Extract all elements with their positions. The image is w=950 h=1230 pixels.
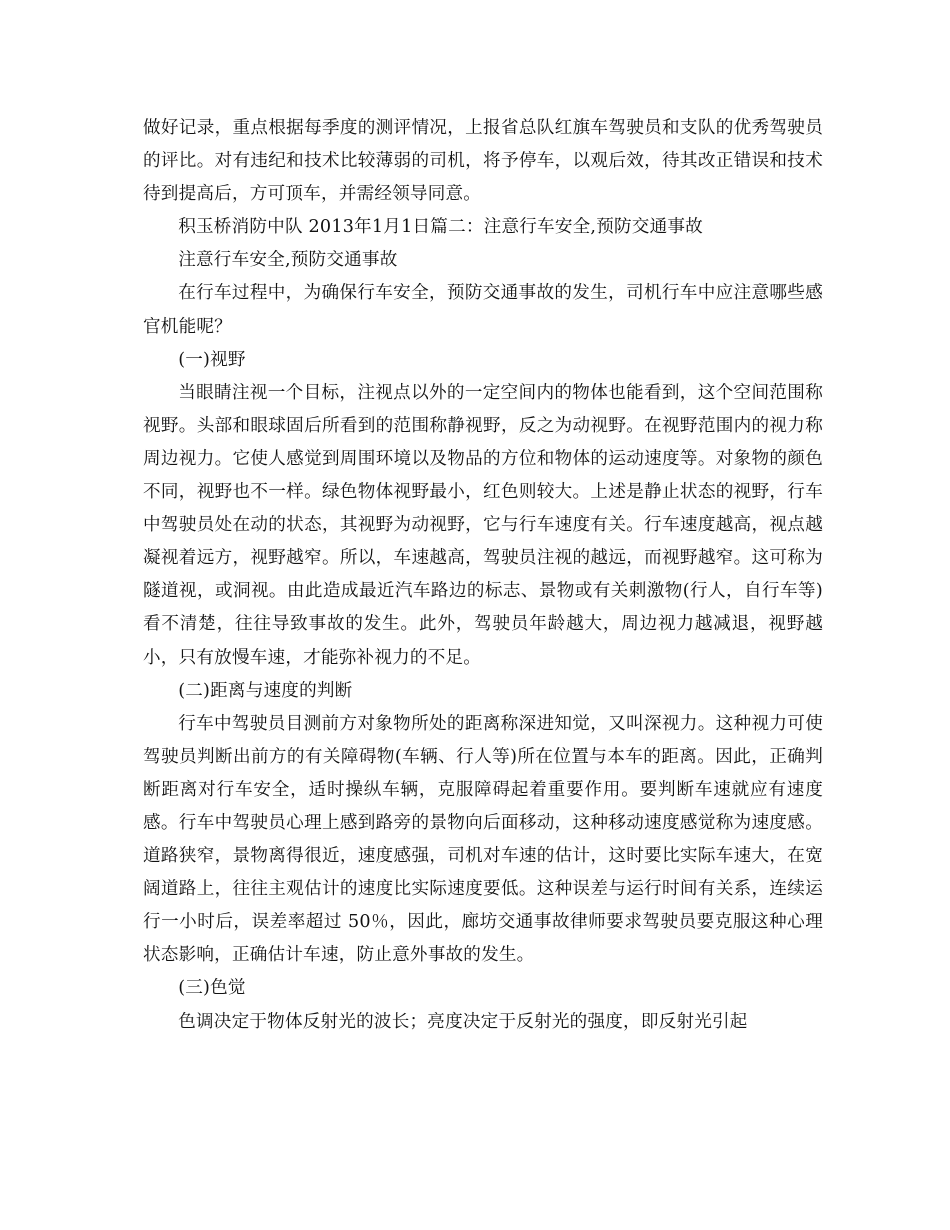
paragraph-intro: 在行车过程中，为确保行车安全，预防交通事故的发生，司机行车中应注意哪些感官机能呢？ xyxy=(143,283,823,337)
heading-distance-speed: (二)距离与速度的判断 xyxy=(178,680,353,701)
paragraph-signature-date: 积玉桥消防中队 2013年1月1日篇二：注意行车安全,预防交通事故 xyxy=(178,217,703,238)
paragraph-color-perception: 色调决定于物体反射光的波长；亮度决定于反射光的强度，即反射光引起 xyxy=(178,1011,748,1032)
document-body xyxy=(143,112,823,1039)
heading-field-of-view: (一)视野 xyxy=(178,349,246,370)
heading-color-perception: (三)色觉 xyxy=(178,978,246,999)
paragraph-record-keeping: 做好记录，重点根据每季度的测评情况，上报省总队红旗车驾驶员和支队的优秀驾驶员的评比。对有违纪和技术比较薄弱的司机，将予停车，以观后效，待其改正错误和技术待到提高后，方可顶车，并需经领导同意。 xyxy=(143,118,823,205)
paragraph-distance-speed: 行车中驾驶员目测前方对象物所处的距离称深进知觉，又叫深视力。这种视力可使驾驶员判断出前方的有关障碍物(车辆、行人等)所在位置与本车的距离。因此，正确判断距离对行车安全，适时操纵车辆，克服障碍起着重要作用。要判断车速就应有速度感。行车中驾驶员心理上感到路旁的景物向后面移动，这种移动速度感觉称为速度感。道路狭窄，景物离得很近，速度感强，司机对车速的估计，这时要比实际车速大，在宽阔道路上，往往主观估计的速度比实际速度要低。这种误差与运行时间有关系，连续运行一小时后，误差率超过 50％，因此，廊坊交通事故律师要求驾驶员要克服这种心理状态影响，正确估计车速，防止意外事故的发生。 xyxy=(143,713,823,966)
section-title: 注意行车安全,预防交通事故 xyxy=(178,250,398,271)
paragraph-field-of-view: 当眼睛注视一个目标，注视点以外的一定空间内的物体也能看到，这个空间范围称视野。头部和眼球固后所看到的范围称静视野，反之为动视野。在视野范围内的视力称周边视力。它使人感觉到周围环境以及物品的方位和物体的运动速度等。对象物的颜色不同，视野也不一样。绿色物体视野最小，红色则较大。上述是静止状态的视野，行车中驾驶员处在动的状态，其视野为动视野，它与行车速度有关。行车速度越高，视点越凝视着远方，视野越窄。所以，车速越高，驾驶员注视的越远，而视野越窄。这可称为隧道视，或洞视。由此造成最近汽车路边的标志、景物或有关刺激物(行人，自行车等)看不清楚，往往导致事故的发生。此外，驾驶员年龄越大，周边视力越减退，视野越小，只有放慢车速，才能弥补视力的不足。 xyxy=(143,382,823,668)
